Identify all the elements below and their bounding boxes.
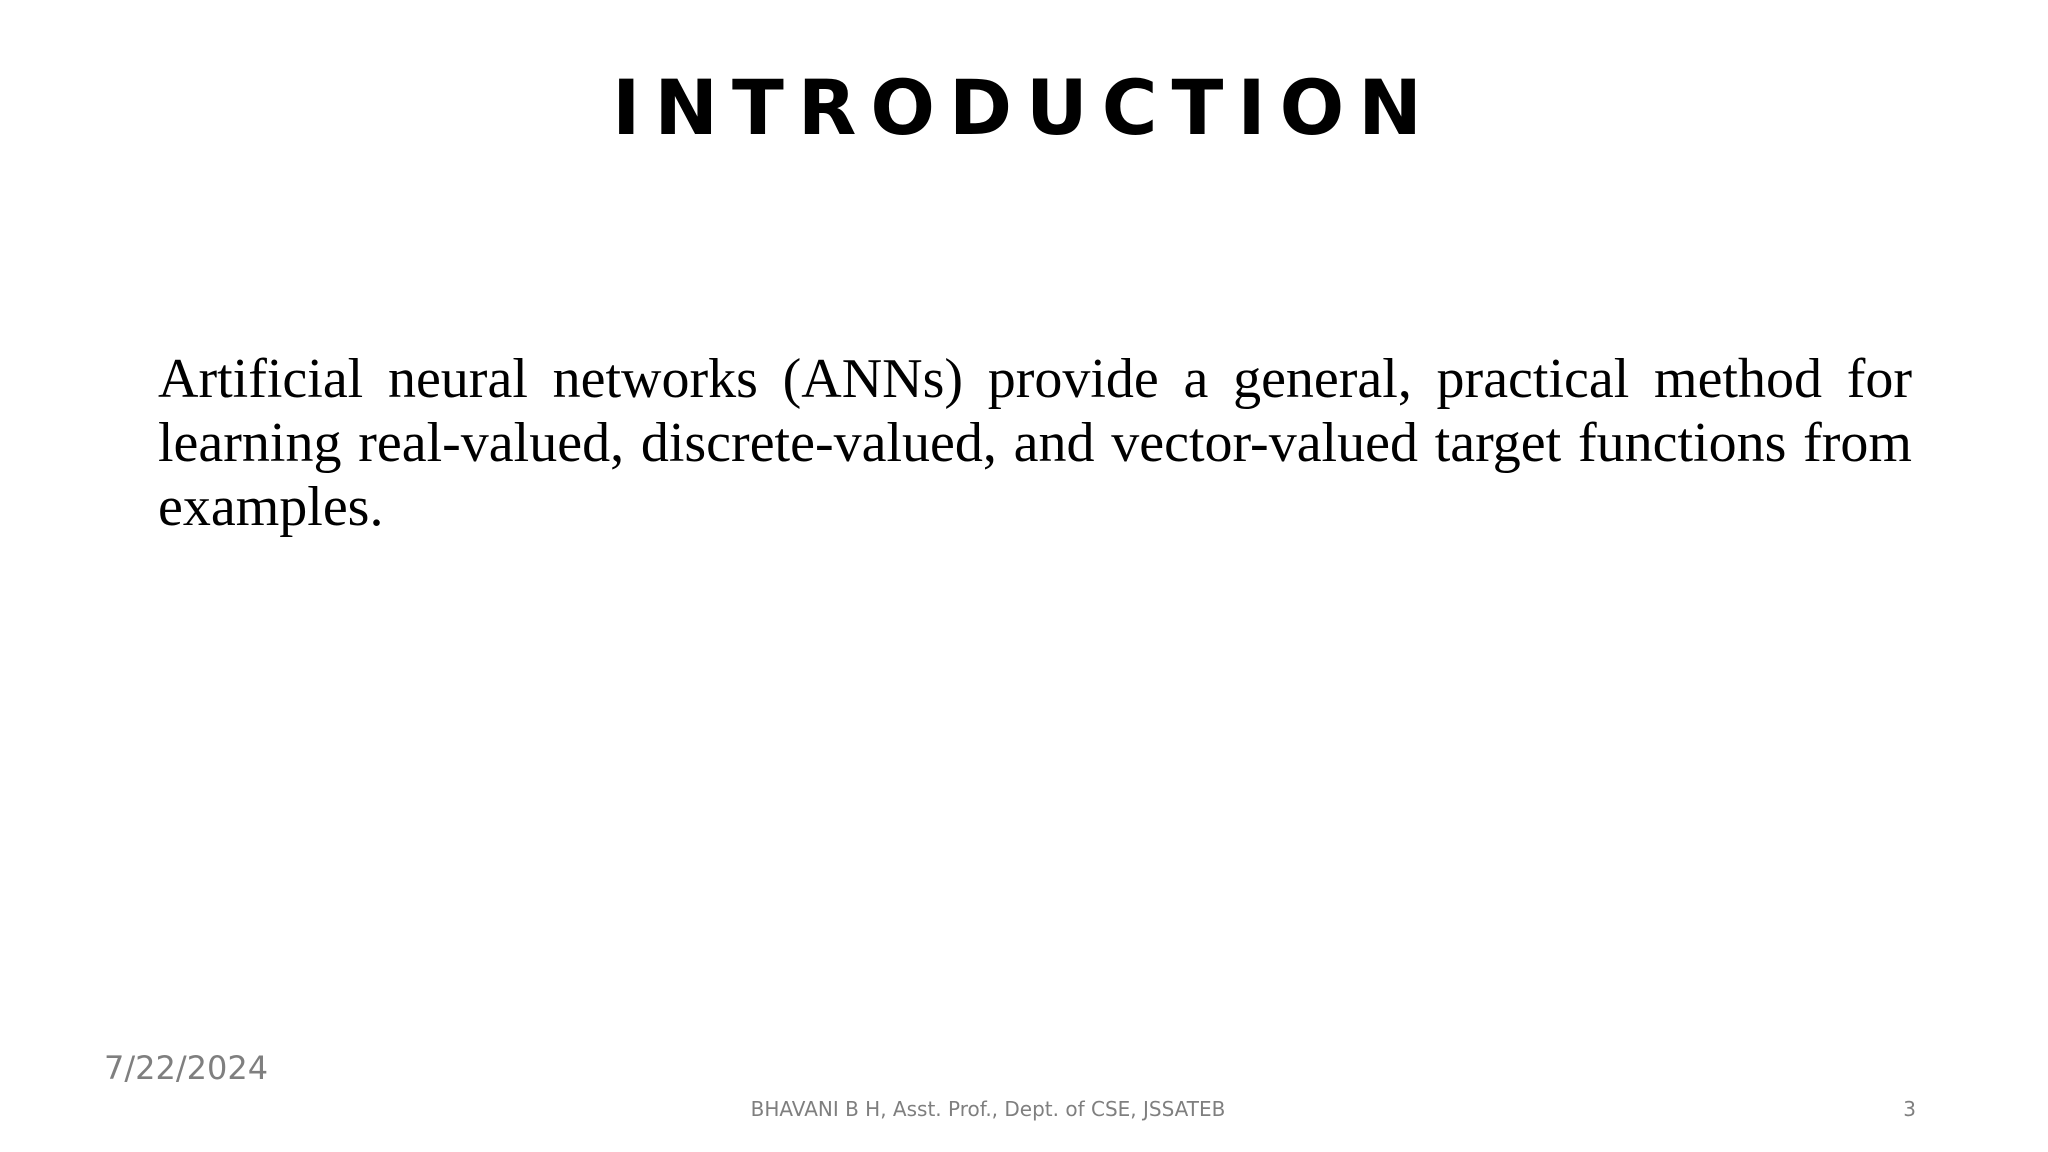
- slide-number: 3: [1903, 1097, 1916, 1121]
- footer-author: BHAVANI B H, Asst. Prof., Dept. of CSE, JSSATEB: [750, 1097, 1226, 1121]
- footer-date: 7/22/2024: [104, 1049, 269, 1087]
- slide-body-text: Artificial neural networks (ANNs) provide a general, practical method for learning real-valued, discrete-valued, and vector-valued target functions from examples.: [158, 348, 1912, 538]
- slide-title: INTRODUCTION: [612, 63, 1436, 152]
